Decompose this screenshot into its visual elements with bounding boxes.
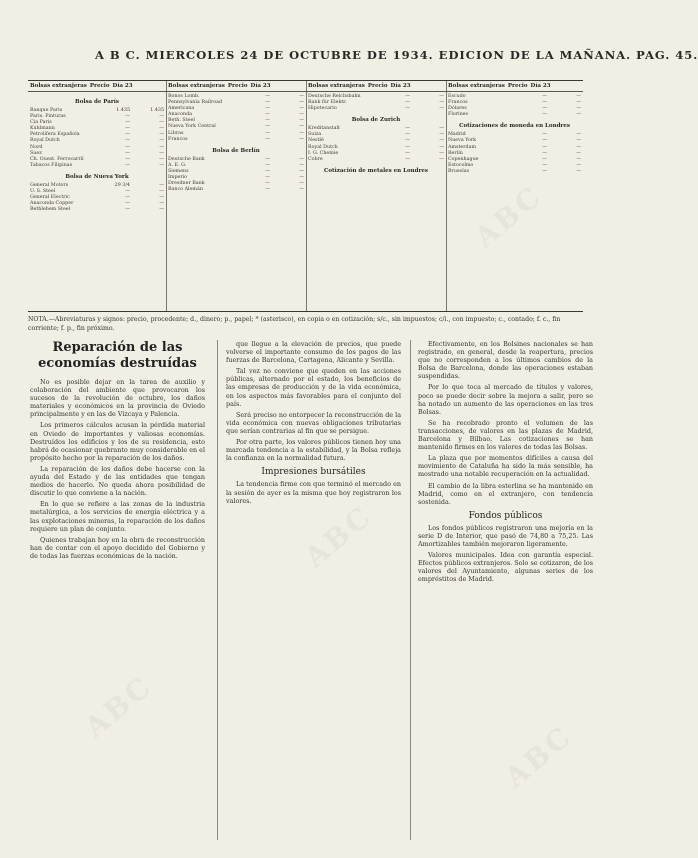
market-row-prev: — — [576, 162, 581, 168]
article-3-subbody — [418, 524, 593, 584]
market-row-prev: — — [576, 144, 581, 150]
article-paragraph: El cambio de la libra esterlina se ha mantenido en Madrid, como en el extranjero, con tendencia sostenida. — [418, 481, 593, 506]
market-section-title: Bolsa de París — [75, 99, 119, 105]
market-row-price: — — [542, 162, 547, 168]
market-row-name: A. E. G. — [168, 162, 187, 168]
market-row-prev: — — [576, 138, 581, 144]
market-row-price: — — [125, 132, 130, 138]
market-row-prev: — — [299, 175, 304, 181]
market-row-prev: — — [299, 162, 304, 168]
market-row — [448, 112, 581, 118]
article-paragraph: La plaza que por momentos difíciles a causa del movimiento de Cataluña ha sido la más sensible, ha mostrado una notable recuperación en la actualidad. — [418, 454, 593, 479]
market-row-prev: — — [159, 114, 164, 120]
market-row-price: — — [265, 187, 270, 193]
market-row-prev: — — [159, 144, 164, 150]
market-col-header-cell: Bolsas extranjeras — [448, 83, 505, 89]
market-row-price: — — [125, 195, 130, 201]
article-1-title: Reparación de las economías destruídas — [38, 340, 197, 371]
market-row-name: Cobre — [308, 156, 323, 162]
market-row-price: — — [405, 126, 410, 132]
market-col-body — [446, 92, 583, 177]
page-header: A B C. MIERCOLES 24 DE OCTUBRE DE 1934. EDICION DE LA MAÑANA. PAG. 45. — [95, 48, 698, 62]
market-col-header — [446, 81, 583, 92]
market-row-name: Banque Paris — [30, 108, 63, 113]
market-row-name: Suez — [30, 150, 42, 156]
market-row-price: — — [405, 106, 410, 112]
market-row-prev: — — [159, 195, 164, 201]
market-col-header-cell: Día 23 — [390, 83, 411, 89]
market-row-prev: — — [159, 207, 164, 213]
market-row-name: U. S. Steel — [30, 189, 56, 195]
market-row-name: Hipotecario — [308, 106, 337, 112]
market-row-prev: — — [159, 156, 164, 162]
market-row-prev: — — [299, 94, 304, 99]
market-row-name: Suiza — [308, 132, 322, 138]
market-row-price: — — [125, 201, 130, 207]
market-row-price: — — [265, 156, 270, 162]
column-rule — [217, 340, 218, 840]
market-row-name: Royal Dutch — [30, 138, 60, 144]
market-row-name: Paris. Pinturas — [30, 114, 66, 120]
market-col-header-cell: Precio — [89, 83, 110, 89]
market-row-name: Beth. Steel — [168, 118, 195, 124]
market-row-price: — — [265, 118, 270, 124]
market-col-header-cell: Bolsas extranjeras — [308, 83, 365, 89]
market-col-3 — [306, 81, 447, 311]
market-row-prev: — — [576, 100, 581, 106]
market-row-prev: — — [439, 150, 444, 156]
market-row-price: — — [542, 150, 547, 156]
article-2-body — [226, 340, 401, 462]
market-row-prev: — — [299, 100, 304, 106]
market-row-price: — — [405, 138, 410, 144]
market-col-body — [166, 92, 306, 195]
market-col-4 — [446, 81, 583, 311]
market-row-price: — — [125, 126, 130, 132]
market-row-name: Francos — [168, 136, 188, 142]
article-paragraph: La tendencia firme con que terminó el mercado en la sesión de ayer es la misma que hoy registraron los valores. — [226, 480, 401, 505]
market-row-name: Royal Dutch — [308, 144, 338, 150]
market-section-title: Bolsa de Berlín — [212, 147, 260, 154]
market-row-price: — — [542, 100, 547, 106]
market-row-name: Amsterdam — [448, 144, 477, 150]
market-row-price: — — [125, 189, 130, 195]
article-paragraph: que llegue a la elevación de precios, que puede volverse el importante consumo de los pagos de las fuerzas de Barcelona, Cartagena, Alicante y Sevilla. — [226, 340, 401, 365]
market-row-prev: — — [439, 144, 444, 150]
market-row-prev: — — [159, 132, 164, 138]
market-row-prev: — — [439, 156, 444, 162]
market-row-prev: — — [299, 156, 304, 162]
market-row-name: Francos — [448, 100, 468, 106]
market-row-prev: — — [299, 136, 304, 142]
market-col-header-cell: Precio — [227, 83, 248, 89]
market-row-name: Florines — [448, 112, 468, 118]
market-row-price: — — [405, 150, 410, 156]
market-row-price: — — [542, 112, 547, 118]
market-row-prev: — — [299, 168, 304, 174]
market-col-body — [28, 92, 166, 215]
market-row-name: Petrolífera Española — [30, 132, 80, 138]
market-row — [308, 106, 444, 112]
market-col-2 — [166, 81, 307, 311]
market-row-price: — — [542, 138, 547, 144]
article-paragraph: En lo que se refiere a las zonas de la industria metalúrgica, a los servicios de energía eléctrica y a las explotaciones mineras, la reparación de los daños requiere un plan de conjunto. — [30, 500, 205, 533]
market-row — [168, 137, 304, 143]
market-row-prev: — — [299, 112, 304, 118]
market-row-name: Escudo — [448, 94, 466, 99]
market-row-prev: — — [576, 106, 581, 112]
market-col-header-cell: Día 23 — [530, 83, 551, 89]
market-row-price: — — [125, 207, 130, 213]
market-row-name: Deutsche Reichsbahn — [308, 94, 361, 99]
market-row-prev: — — [159, 189, 164, 195]
market-row-price: 29 3/4 — [114, 182, 130, 188]
market-row-name: Bonos Lomb. — [168, 94, 200, 99]
market-col-body — [306, 92, 446, 179]
market-row-price: — — [542, 106, 547, 112]
market-row-price: — — [265, 100, 270, 106]
article-paragraph: Por lo que toca al mercado de títulos y valores, poco se puede decir sobre la mejora a salir, pero se ha notado un aumento de las operaciones en las tres Bolsas. — [418, 383, 593, 416]
market-row-name: Bruselas — [448, 168, 470, 174]
market-row-name: Libras — [168, 130, 184, 136]
market-col-header-cell: Bolsas extranjeras — [168, 83, 225, 89]
market-row-prev: — — [576, 112, 581, 118]
market-row-prev: — — [299, 130, 304, 136]
market-row-name: Nueva York — [448, 138, 477, 144]
market-col-header-cell: Precio — [507, 83, 528, 89]
market-row-name: Deutsche Bank — [168, 156, 205, 162]
market-row-prev: — — [299, 124, 304, 130]
market-row-name: Siemens — [168, 168, 189, 174]
market-row-prev: — — [439, 132, 444, 138]
market-row-name: Pennsylvania Railroad — [168, 100, 223, 106]
market-col-header — [306, 81, 446, 92]
article-paragraph: Quienes trabajan hoy en la obra de reconstrucción han de contar con el apoyo decidido del Gobierno y de todas las fuerzas económicas de la nación. — [30, 535, 205, 560]
market-row — [168, 187, 304, 193]
market-row-price: — — [265, 175, 270, 181]
market-section-title: Cotización de metales en Londres — [324, 167, 428, 174]
market-row-price: — — [542, 132, 547, 138]
market-col-header-cell: Día 23 — [250, 83, 271, 89]
market-row-price: — — [125, 114, 130, 120]
market-row-price: — — [405, 156, 410, 162]
market-row-name: Kreditanstalt — [308, 126, 340, 132]
market-row-price: — — [405, 100, 410, 106]
market-row — [448, 169, 581, 175]
market-row-name: Anaconda — [168, 112, 193, 118]
article-paragraph: Los fondos públicos registraron una mejoría en la serie D de Interior, que pasó de 74,80 a 75,25. Las Amortizables también mejoraron ligeramente. — [418, 523, 593, 549]
market-row-price: — — [405, 144, 410, 150]
market-row-price: — — [125, 120, 130, 126]
market-row-name: Estocolmo — [448, 162, 474, 168]
market-row-name: General Electric — [30, 195, 70, 201]
market-row — [308, 157, 444, 163]
market-row-name: General Motors — [30, 182, 69, 188]
market-row-prev: — — [576, 168, 581, 174]
article-paragraph: Se ha recobrado pronto el volumen de las transacciones, de valores en las plazas de Madrid, Barcelona y Bilbao. Las cotizaciones se han mantenido firmes en los valores de todas las Bolsas. — [418, 418, 593, 452]
article-1-body — [30, 378, 205, 560]
article-paragraph: Tal vez no conviene que queden en las acciones públicas, alternado por el estado, los beneficios de las empresas de producción y de la vida económica, en los aspectos más favorables para el conjunto del país. — [226, 367, 401, 408]
market-row-name: Americana — [168, 106, 195, 112]
market-row-prev: — — [159, 126, 164, 132]
market-row-name: Dresdner Bank — [168, 181, 205, 187]
market-row-price: — — [125, 144, 130, 150]
market-row-prev: — — [439, 126, 444, 132]
market-row-prev: — — [299, 181, 304, 187]
article-paragraph: Por otra parte, los valores públicos tienen hoy una marcada tendencia a la estabilidad, y la Bolsa refleja la confianza en la normalidad futura. — [226, 438, 401, 463]
market-col-header-cell: Día 23 — [112, 83, 133, 89]
market-row-prev: — — [439, 138, 444, 144]
market-row-price: — — [265, 106, 270, 112]
market-row-prev: — — [299, 118, 304, 124]
market-row-prev: — — [159, 150, 164, 156]
market-row-name: Imperio — [168, 175, 188, 181]
article-paragraph: Será preciso no entorpecer la reconstrucción de la vida económica con nuevas obligaciones tributarias que serían contrarias al fin que se persigue. — [226, 410, 401, 435]
market-section-title: Bolsa de Nueva York — [65, 173, 129, 180]
article-paragraph: La reparación de los daños debe hacerse con la ayuda del Estado y de las entidades que tengan medios de hacerlo. No queda ahora posibilidad de discutir lo que conviene a la nación. — [30, 464, 205, 498]
market-row-price: — — [265, 168, 270, 174]
market-row-name: Bank für Elektr. — [308, 100, 347, 106]
market-section-title: Bolsa de Zurich — [351, 117, 401, 124]
market-row-prev: — — [159, 182, 164, 188]
market-row-prev: — — [576, 94, 581, 99]
market-row-name: Kuhlmann — [30, 126, 55, 132]
market-col-1 — [28, 81, 167, 311]
market-row-price: — — [542, 94, 547, 99]
article-1 — [30, 340, 205, 845]
market-row-price: — — [265, 181, 270, 187]
market-row-price: — — [265, 112, 270, 118]
article-3 — [418, 340, 593, 845]
market-row-prev: — — [576, 150, 581, 156]
market-row-name: Nord — [30, 144, 43, 150]
article-3-body — [418, 340, 593, 506]
market-row-price: — — [542, 144, 547, 150]
market-row-price: — — [125, 162, 130, 168]
market-row-prev: — — [439, 94, 444, 99]
market-row-prev: — — [439, 106, 444, 112]
market-row-price: — — [265, 162, 270, 168]
market-tables — [28, 80, 583, 312]
article-paragraph: Valores municipales. Idea con garantía especial. Efectos públicos extranjeros. Solo se cotizaron, de los valores del Ayuntamiento, algunas series de los empréstitos de Madrid. — [418, 551, 593, 584]
article-2 — [226, 340, 401, 845]
market-row-name: Anaconda Copper — [30, 201, 74, 207]
market-row — [30, 163, 164, 169]
market-row-name: I. G. Chemie — [308, 150, 339, 156]
market-row-name: Cía Paris — [30, 120, 52, 126]
market-row-name: Bethlehem Steel — [30, 207, 71, 213]
market-row-prev: — — [159, 120, 164, 126]
market-col-header-cell: Bolsas extranjeras — [30, 83, 87, 89]
market-row-price: — — [405, 94, 410, 99]
article-3-subtitle: Fondos públicos — [468, 510, 543, 521]
market-row — [30, 207, 164, 213]
market-row-name: Madrid — [448, 132, 466, 138]
market-row-prev: — — [159, 162, 164, 168]
article-paragraph: No es posible dejar en la tarea de auxilio y colaboración del ambiente que provocaron los sucesos de la revolución de octubre, los daños materiales y económicos en la provincia de Oviedo principalmente y en las de Vizcaya y Palencia. — [30, 378, 205, 419]
market-row-name: Dólares — [448, 106, 467, 112]
market-section-title: Cotizaciones de moneda en Londres — [459, 123, 570, 130]
article-2-subtitle: Impresiones bursátiles — [261, 467, 366, 478]
market-row-price: — — [265, 130, 270, 136]
market-row-prev: — — [439, 100, 444, 106]
market-row-prev: — — [299, 106, 304, 112]
market-row-price: — — [542, 168, 547, 174]
market-row-prev: 1.435 — [150, 108, 164, 113]
market-row-prev: — — [159, 201, 164, 207]
market-row-name: Nueva York Central — [168, 124, 216, 130]
market-row-price: — — [542, 156, 547, 162]
market-row-price: — — [265, 136, 270, 142]
article-paragraph: Los primeros cálculos acusan la pérdida material en Oviedo de importantes y valiosas economías. Destruídos los edificios y los de su residencia, esto habrá de ocasionar quebranto muy considerable en el propósito hecho por la reparación de los daños. — [30, 421, 205, 462]
market-row-price: — — [265, 94, 270, 99]
article-2-subbody — [226, 480, 401, 504]
market-row-price: — — [125, 150, 130, 156]
market-row-name: Tabacos Filipinas — [30, 162, 73, 168]
article-paragraph: Efectivamente, en los Bolsines nacionales se han registrado, en general, desde la reapertura, precios que no corresponden a los últimos cambios de la Bolsa de Barcelona, donde las operaciones estaban suspendidas. — [418, 340, 593, 381]
market-row-price: — — [405, 132, 410, 138]
market-col-header-cell: Precio — [367, 83, 388, 89]
market-row-prev: — — [576, 132, 581, 138]
market-row-prev: — — [159, 138, 164, 144]
market-row-price: — — [265, 124, 270, 130]
market-col-header — [28, 81, 166, 92]
market-row-price: — — [125, 156, 130, 162]
market-row-prev: — — [299, 187, 304, 193]
nota-abreviaturas: NOTA.—Abreviaturas y signos: precio, procedente; d., dinero; p., papel; * (asterisco), en copia o en cotización; s/c., sin impuestos; c/i., con impuesto; c., contado; f. c., fin corriente; f. p., fin próximo. — [28, 316, 561, 332]
market-row-name: Copenhague — [448, 156, 479, 162]
market-row-name: Banco Alemán — [168, 187, 203, 193]
market-row-prev: — — [576, 156, 581, 162]
market-row-name: Ch. Ouest. Ferrocarril — [30, 156, 84, 162]
market-row-name: Berlín — [448, 150, 463, 156]
market-col-header — [166, 81, 306, 92]
column-rule — [410, 340, 411, 840]
market-row-price: — — [125, 138, 130, 144]
market-row-name: Nestlé — [308, 138, 324, 144]
market-row-price: 1.435 — [116, 108, 130, 113]
